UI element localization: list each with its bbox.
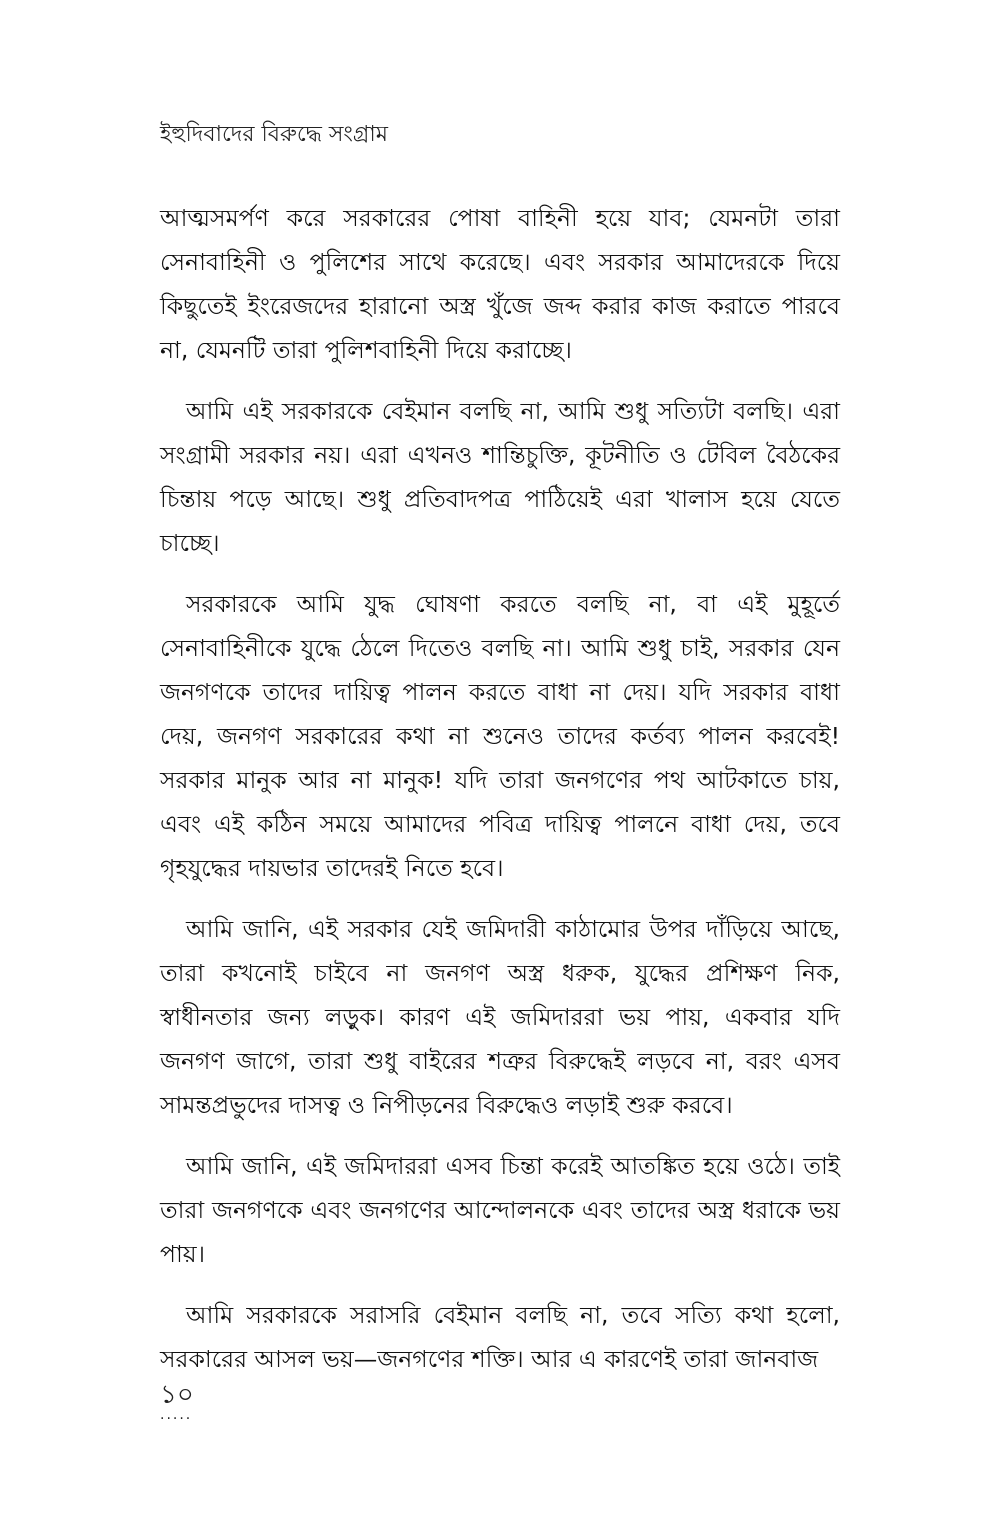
page-body <box>160 196 840 1398</box>
paragraph: আমি সরকারকে সরাসরি বেইমান বলছি না, তবে সত্যি কথা হলো, সরকারের আসল ভয়—জনগণের শক্তি। আর এ কারণেই তারা জানবাজ <box>160 1301 840 1373</box>
page-number: ১০ <box>160 1380 194 1410</box>
running-header: ইহুদিবাদের বিরুদ্ধে সংগ্রাম <box>160 122 388 147</box>
paragraph: আমি এই সরকারকে বেইমান বলছি না, আমি শুধু সত্যিটা বলছি। এরা সংগ্রামী সরকার নয়। এরা এখনও শান্তিচুক্তি, কূটনীতি ও টেবিল বৈঠকের চিন্তায় পড়ে আছে। শুধু প্রতিবাদপত্র পাঠিয়েই এরা খালাস হয়ে যেতে চাচ্ছে। <box>160 397 840 557</box>
paragraph: সরকারকে আমি যুদ্ধ ঘোষণা করতে বলছি না, বা এই মুহূর্তে সেনাবাহিনীকে যুদ্ধে ঠেলে দিতেও বলছি না। আমি শুধু চাই, সরকার যেন জনগণকে তাদের দায়িত্ব পালন করতে বাধা না দেয়। যদি সরকার বাধা দেয়, জনগণ সরকারের কথা না শুনেও তাদের কর্তব্য পালন করবেই! সরকার মানুক আর না মানুক! যদি তারা জনগণের পথ আটকাতে চায়, এবং এই কঠিন সময়ে আমাদের পবিত্র দায়িত্ব পালনে বাধা দেয়, তবে গৃহযুদ্ধের দায়ভার তাদেরই নিতে হবে। <box>160 590 840 882</box>
paragraph: আমি জানি, এই সরকার যেই জমিদারী কাঠামোর উপর দাঁড়িয়ে আছে, তারা কখনোই চাইবে না জনগণ অস্ত্র ধরুক, যুদ্ধের প্রশিক্ষণ নিক, স্বাধীনতার জন্য লড়ুক। কারণ এই জমিদাররা ভয় পায়, একবার যদি জনগণ জাগে, তারা শুধু বাইরের শত্রুর বিরুদ্ধেই লড়বে না, বরং এসব সামন্তপ্রভুদের দাসত্ব ও নিপীড়নের বিরুদ্ধেও লড়াই শুরু করবে। <box>160 915 840 1119</box>
page-number-dots: ..... <box>160 1407 193 1423</box>
paragraph: আত্মসমর্পণ করে সরকারের পোষা বাহিনী হয়ে যাব; যেমনটা তারা সেনাবাহিনী ও পুলিশের সাথে করেছে। এবং সরকার আমাদেরকে দিয়ে কিছুতেই ইংরেজদের হারানো অস্ত্র খুঁজে জব্দ করার কাজ করাতে পারবে না, যেমনটি তারা পুলিশবাহিনী দিয়ে করাচ্ছে। <box>160 204 840 364</box>
paragraph: আমি জানি, এই জমিদাররা এসব চিন্তা করেই আতঙ্কিত হয়ে ওঠে। তাই তারা জনগণকে এবং জনগণের আন্দোলনকে এবং তাদের অস্ত্র ধরাকে ভয় পায়। <box>160 1152 840 1268</box>
